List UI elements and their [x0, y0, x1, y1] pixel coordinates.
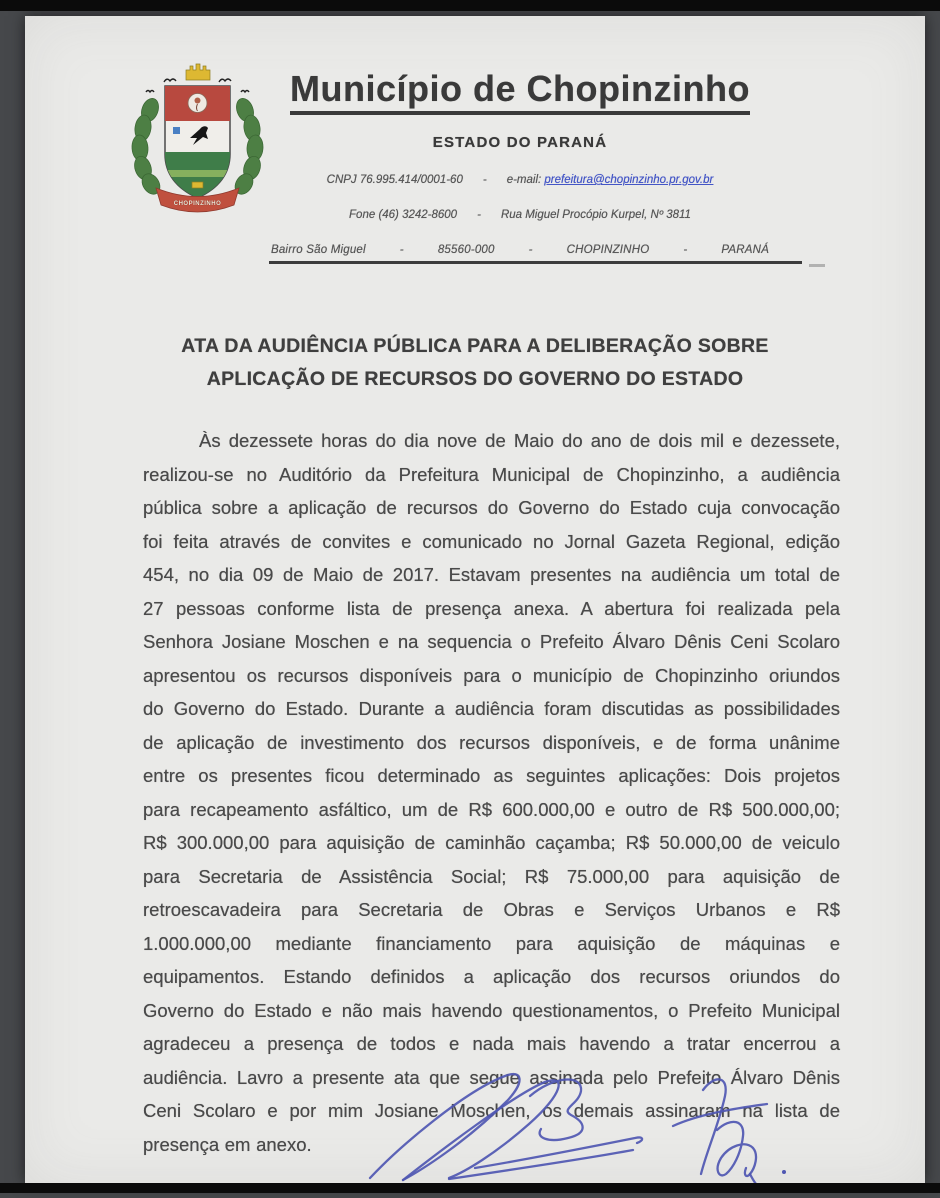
document-title — [125, 330, 825, 396]
body-line: equipamentos. Estando definidos a aplicação dos recursos oriundos do — [143, 966, 840, 987]
body-line: Senhora Josiane Moschen e na sequencia o Prefeito Álvaro Dênis Ceni Scolaro — [143, 631, 840, 652]
document-title-line1: ATA DA AUDIÊNCIA PÚBLICA PARA A DELIBERAÇÃO SOBRE — [181, 335, 769, 357]
scan-border-bottom — [0, 1183, 940, 1193]
body-line: Governo do Estado e não mais havendo questionamentos, o Prefeito Municipal — [143, 999, 840, 1021]
body-line: apresentou os recursos disponíveis para o município de Chopinzinho oriundos — [143, 664, 840, 686]
body-line: 27 pessoas conforme lista de presença anexa. A abertura foi realizada pela — [143, 597, 840, 619]
district-value: Bairro São Miguel — [270, 244, 366, 256]
document-title-line2: APLICAÇÃO DE RECURSOS DO GOVERNO DO ESTADO — [206, 368, 744, 390]
crest-crown-icon — [186, 64, 210, 80]
body-line: para recapeamento asfáltico, um de R$ 600.000,00 e outro de R$ 500.000,00; — [143, 798, 840, 820]
crest-blue-square — [173, 127, 180, 134]
header-divider — [269, 261, 802, 264]
email-link[interactable]: prefeitura@chopinzinho.pr.gov.br — [544, 174, 714, 186]
scan-border-top — [0, 0, 940, 11]
contact-line-cnpj-email: CNPJ 76.995.414/0001-60 - e-mail: prefeitura@chopinzinho.pr.gov.br — [326, 174, 714, 186]
body-line: Às dezessete horas do dia nove de Maio do ano de dois mil e dezessete, — [199, 430, 840, 451]
body-line: presença em anexo. — [143, 1133, 312, 1155]
body-line: para Secretaria de Assistência Social; R$ 75.000,00 para aquisição de — [143, 865, 840, 887]
body-line: 1.000.000,00 mediante financiamento para aquisição de máquinas e — [143, 932, 840, 954]
document-body — [143, 424, 840, 1161]
cnpj-value: CNPJ 76.995.414/0001-60 — [326, 174, 463, 186]
body-line: entre os presentes ficou determinado as seguintes aplicações: Dois projetos — [143, 765, 840, 786]
scanned-document-page — [25, 16, 925, 1183]
state-value: PARANÁ — [721, 244, 770, 256]
zip-value: 85560-000 — [437, 244, 495, 256]
contact-line-district: Bairro São Miguel - 85560-000 - CHOPINZINHO - PARANÁ — [270, 244, 770, 256]
body-line: audiência. Lavro a presente ata que segue assinada pelo Prefeito Álvaro Dênis — [143, 1066, 840, 1088]
scan-artifact — [809, 264, 825, 267]
phone-value: Fone (46) 3242-8600 — [349, 209, 458, 221]
body-line: 454, no dia 09 de Maio de 2017. Estavam presentes na audiência um total de — [143, 564, 840, 585]
body-line: do Governo do Estado. Durante a audiência foram discutidas as possibilidades — [143, 698, 840, 719]
body-line: R$ 300.000,00 para aquisição de caminhão caçamba; R$ 50.000,00 de veiculo — [143, 832, 840, 853]
body-line: realizou-se no Auditório da Prefeitura Municipal de Chopinzinho, a audiência — [143, 463, 840, 485]
body-line: retroescavadeira para Secretaria de Obras e Serviços Urbanos e R$ — [143, 899, 840, 920]
body-line: agradeceu a presença de todos e nada mais havendo a tratar encerrou a — [143, 1033, 840, 1054]
body-line: Ceni Scolaro e por mim Josiane Moschen, os demais assinaram na lista de — [143, 1100, 840, 1121]
city-value: CHOPINZINHO — [566, 244, 650, 256]
contact-line-phone-address: Fone (46) 3242-8600 - Rua Miguel Procópio Kurpel, Nº 3811 — [349, 209, 691, 221]
municipality-title: Município de Chopinzinho — [210, 68, 830, 110]
street-address: Rua Miguel Procópio Kurpel, Nº 3811 — [500, 209, 691, 221]
body-line: pública sobre a aplicação de recursos do Governo do Estado cuja convocação — [143, 497, 840, 518]
email-label: e-mail: — [506, 174, 542, 186]
body-line: foi feita através de convites e comunicado no Jornal Gazeta Regional, edição — [143, 530, 840, 552]
state-line: ESTADO DO PARANÁ — [432, 134, 608, 151]
body-line: de aplicação de investimento dos recursos disponíveis, e de forma unânime — [143, 731, 840, 753]
crest-ribbon-label: CHOPINZINHO — [173, 201, 222, 207]
